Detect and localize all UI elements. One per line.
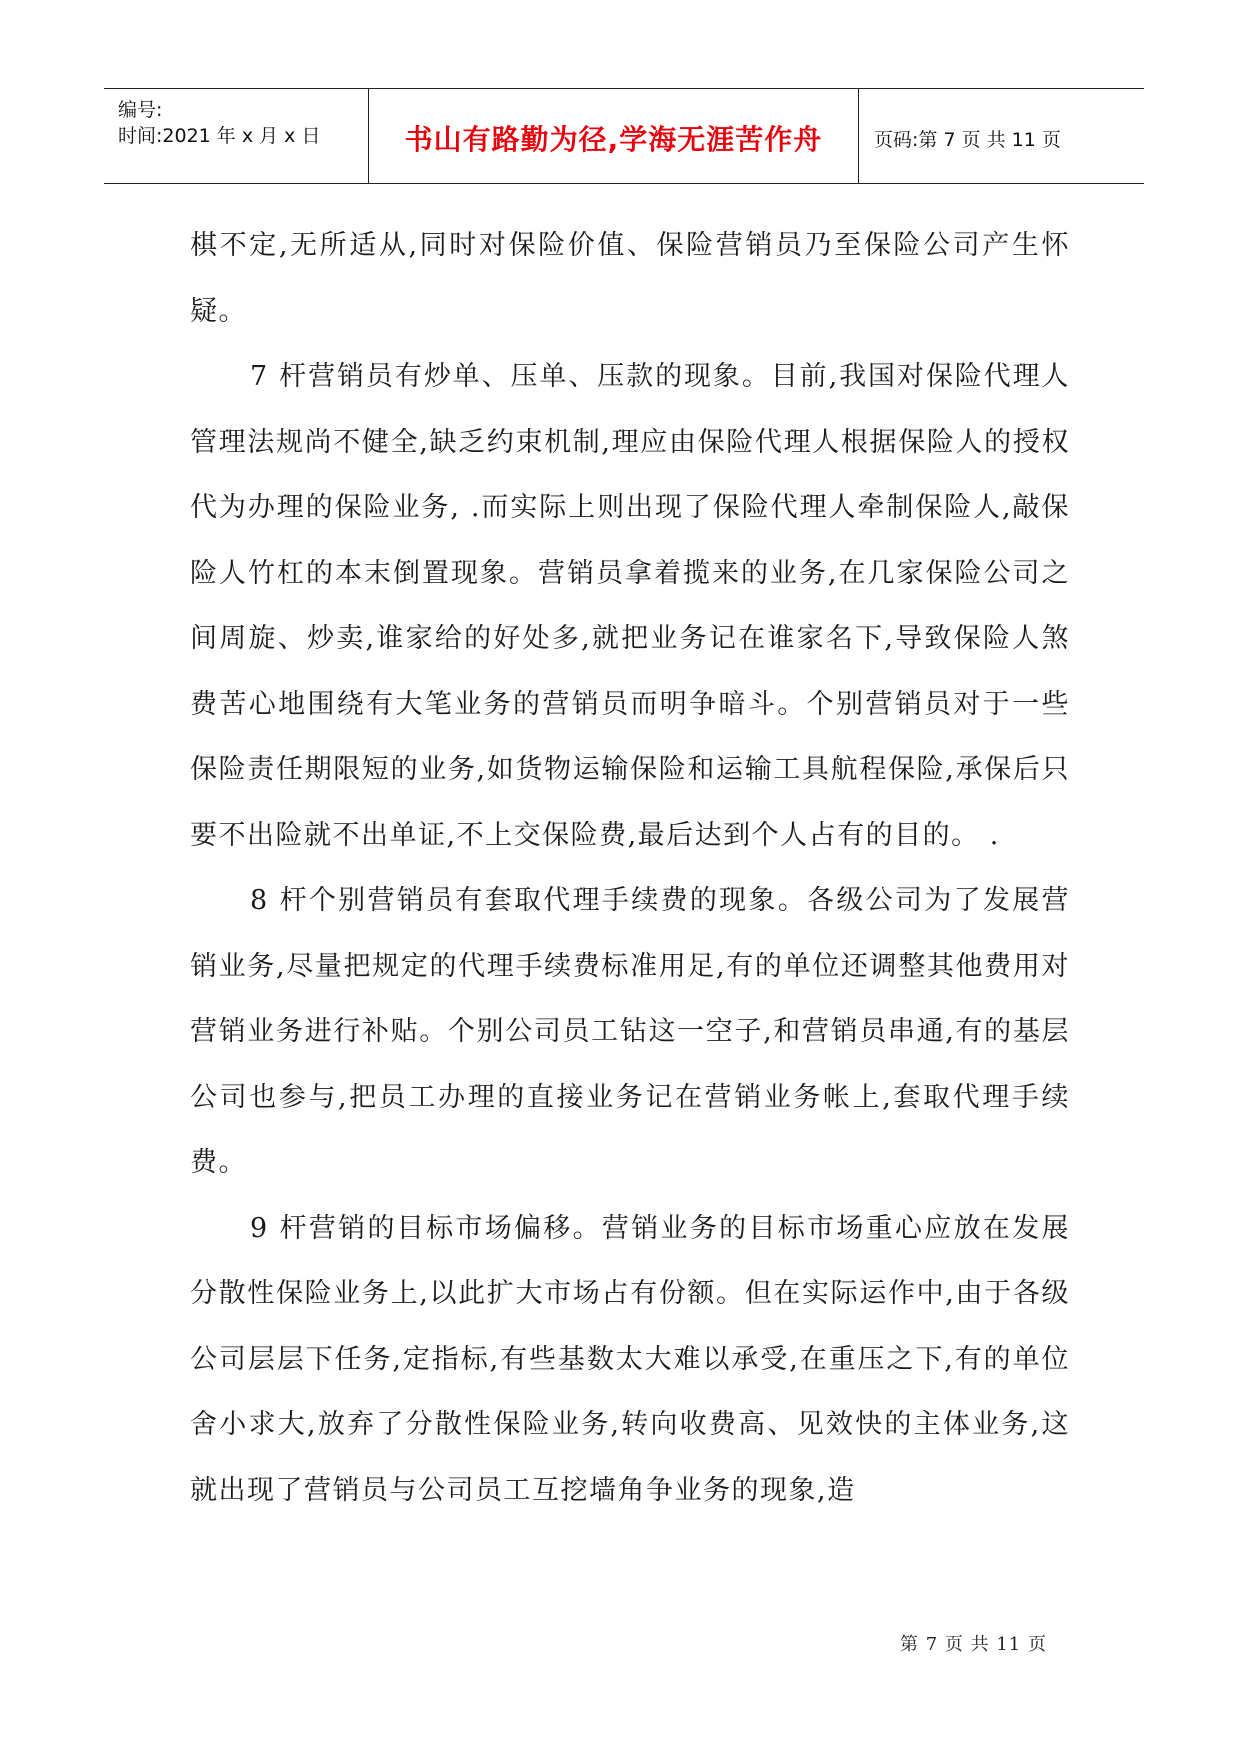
page-header xyxy=(104,88,1144,184)
header-info-cell xyxy=(104,89,369,183)
document-number-label: 编号: xyxy=(118,99,163,121)
page-footer: 第 7 页 共 11 页 xyxy=(900,1634,1047,1655)
paragraph: 9 杆营销的目标市场偏移。营销业务的目标市场重心应放在发展分散性保险业务上,以此扩大市场占有份额。但在实际运作中,由于各级公司层层下任务,定指标,有些基数太大难以承受,在重压之下,有的单位舍小求大,放弃了分散性保险业务,转向收费高、见效快的主体业务,这就出现了营销员与公司员工互挖墙角争业务的现象,造 xyxy=(190,1212,1070,1506)
paragraph: 7 杆营销员有炒单、压单、压款的现象。目前,我国对保险代理人管理法规尚不健全,缺乏约束机制,理应由保险代理人根据保险人的授权代为办理的保险业务, .而实际上则出现了保险代理人牵制保险人,敲保险人竹杠的本末倒置现象。营销员拿着揽来的业务,在几家保险公司之间周旋、炒卖,谁家给的好处多,就把业务记在谁家名下,导致保险人煞费苦心地围绕有大笔业务的营销员而明争暗斗。个别营销员对于一些保险责任期限短的业务,如货物运输保险和运输工具航程保险,承保后只要不出险就不出单证,不上交保险费,最后达到个人占有的目的。 . xyxy=(190,361,1070,851)
header-page-cell xyxy=(860,89,1144,183)
document-time-label: 时间:2021 年 x 月 x 日 xyxy=(118,125,321,147)
header-page-number: 页码:第 7 页 共 11 页 xyxy=(874,128,1061,151)
document-body xyxy=(190,213,1070,1523)
paragraph: 棋不定,无所适从,同时对保险价值、保险营销员乃至保险公司产生怀疑。 xyxy=(190,230,1070,327)
motto-text: 书山有路勤为径,学海无涯苦作舟 xyxy=(404,123,823,156)
paragraph: 8 杆个别营销员有套取代理手续费的现象。各级公司为了发展营销业务,尽量把规定的代理手续费标准用足,有的单位还调整其他费用对营销业务进行补贴。个别公司员工钻这一空子,和营销员串通,有的基层公司也参与,把员工办理的直接业务记在营销业务帐上,套取代理手续费。 xyxy=(190,885,1070,1178)
header-motto-cell xyxy=(369,89,859,183)
